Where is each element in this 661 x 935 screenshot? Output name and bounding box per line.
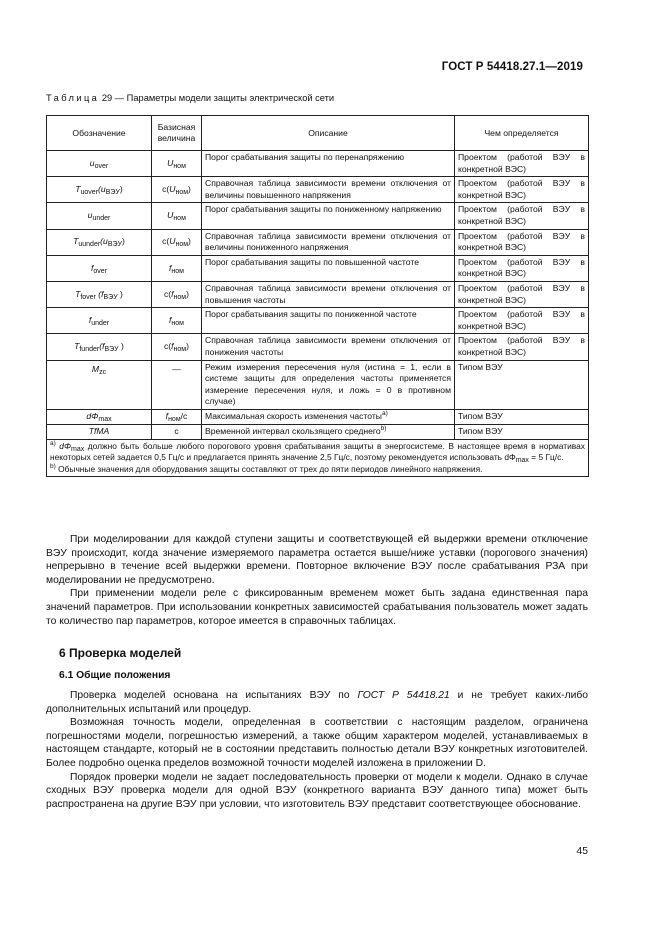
table-footnotes-row bbox=[47, 439, 589, 476]
determined-by-cell: Проектом (работой ВЭУ в конкретной ВЭС) bbox=[455, 281, 589, 307]
determined-by-cell: Типом ВЭУ bbox=[455, 360, 589, 409]
table-footnotes bbox=[47, 439, 589, 476]
paragraph-verification: Проверка моделей основана на испытаниях ВЭУ по ГОСТ Р 54418.21 и не требует каких-либо дополнительных испытаний или процедур. bbox=[46, 690, 588, 715]
description-cell: Режим измерения пересечения нуля (истина = 1, если в системе защиты для определения частоты применяется измерение пересечения нуля, и ложь = 0 в противном случае) bbox=[202, 360, 455, 409]
description-cell: Порог срабатывания защиты по пониженной частоте bbox=[202, 308, 455, 334]
table-row bbox=[47, 424, 589, 439]
base-cell: $U_{ном}$ bbox=[152, 203, 202, 229]
determined-by-cell: Проектом (работой ВЭУ в конкретной ВЭС) bbox=[455, 334, 589, 360]
description-cell: Справочная таблица зависимости времени отключения от величины повышенного напряжения bbox=[202, 177, 455, 203]
table-row bbox=[47, 151, 589, 177]
header-base: Базисная величина bbox=[152, 116, 202, 151]
table-row bbox=[47, 255, 589, 281]
header-description: Описание bbox=[202, 116, 455, 151]
determined-by-cell: Проектом (работой ВЭУ в конкретной ВЭС) bbox=[455, 177, 589, 203]
table-number: 29 bbox=[101, 93, 113, 103]
standard-reference: ГОСТ Р 54418.21 bbox=[357, 690, 450, 701]
table-caption-label: Таблица bbox=[46, 93, 100, 103]
base-cell: $U_{ном}$ bbox=[152, 151, 202, 177]
footnote-a: $^{a)}$ $d\Phi_{max}$ должно быть больше любого порогового уровня срабатывания защиты в энергосистеме. В настоящее время в нормативах некоторых сетей задается 0,5 Гц/с и предлагается принять значение 2,5 Гц/с, поэтому рекомендуется использовать $d\Phi_{max} = 5$ Гц/с. bbox=[50, 439, 585, 465]
base-cell: $f_{ном}$ bbox=[152, 255, 202, 281]
determined-by-cell: Типом ВЭУ bbox=[455, 424, 589, 439]
symbol-cell: $T_{uover}(u_{ВЭУ})$ bbox=[47, 177, 152, 203]
base-cell: $f_{ном}/c$ bbox=[152, 409, 202, 424]
determined-by-cell: Проектом (работой ВЭУ в конкретной ВЭС) bbox=[455, 229, 589, 255]
description-cell: Справочная таблица зависимости времени отключения от повышения частоты bbox=[202, 281, 455, 307]
symbol-cell: $u_{over}$ bbox=[47, 151, 152, 177]
base-cell: — bbox=[152, 360, 202, 409]
base-cell: c bbox=[152, 424, 202, 439]
determined-by-cell: Проектом (работой ВЭУ в конкретной ВЭС) bbox=[455, 203, 589, 229]
table-row bbox=[47, 334, 589, 360]
base-cell: $c(f_{ном})$ bbox=[152, 281, 202, 307]
page-number: 45 bbox=[576, 846, 588, 857]
symbol-cell: $T_{uunder}(u_{ВЭУ})$ bbox=[47, 229, 152, 255]
table-header-row bbox=[47, 116, 589, 151]
table-row bbox=[47, 229, 589, 255]
table-caption-title: — Параметры модели защиты электрической сети bbox=[112, 93, 335, 103]
subsection-heading: 6.1 Общие положения bbox=[59, 670, 171, 681]
table-row bbox=[47, 308, 589, 334]
paragraph-timing: При моделировании для каждой ступени защиты и соответствующей ей выдержки времени отключение ВЭУ происходит, когда значение измеряемого параметра остается выше/ниже уставки (порогового значения) непрерывно в течение всей выдержки времени. Повторное включение ВЭУ после срабатывания РЗА при моделировании не предусмотрено. bbox=[46, 534, 588, 586]
symbol-cell: $f_{under}$ bbox=[47, 308, 152, 334]
base-cell: $c(U_{ном})$ bbox=[152, 229, 202, 255]
description-cell: Справочная таблица зависимости времени отключения от понижения частоты bbox=[202, 334, 455, 360]
table-row bbox=[47, 281, 589, 307]
determined-by-cell: Проектом (работой ВЭУ в конкретной ВЭС) bbox=[455, 308, 589, 334]
description-cell: Справочная таблица зависимости времени отключения от величины пониженного напряжения bbox=[202, 229, 455, 255]
section6-body bbox=[46, 689, 588, 811]
symbol-cell: $f_{over}$ bbox=[47, 255, 152, 281]
symbol-cell: $T_{fover}$ ($f_{ВЭУ}$ ) bbox=[47, 281, 152, 307]
symbol-cell: TfMA bbox=[47, 424, 152, 439]
table-caption bbox=[46, 93, 334, 103]
paragraph-order: Порядок проверки модели не задает последовательность проверки от модели к модели. Однако в случае сходных ВЭУ проверка модели для одной ВЭУ (конкретного варианта ВЭУ данного типа) может быть распространена на другие ВЭУ при условии, что изготовитель ВЭУ представит соответствующее обоснование. bbox=[46, 771, 588, 810]
paragraph-accuracy: Возможная точность модели, определенная в соответствии с настоящим разделом, ограничена погрешностями модели, погрешностью измерений, а также общим характером моделей, устанавливаемых в настоящем стандарте, который не в состоянии представить полностью детали ВЭУ конкретных изготовителей. Более подробно оценка пределов возможной точности моделей изложена в приложении D. bbox=[46, 717, 588, 769]
base-cell: $f_{ном}$ bbox=[152, 308, 202, 334]
determined-by-cell: Проектом (работой ВЭУ в конкретной ВЭС) bbox=[455, 255, 589, 281]
document-code: ГОСТ Р 54418.27.1—2019 bbox=[441, 61, 583, 73]
header-symbol: Обозначение bbox=[47, 116, 152, 151]
footnote-b: $^{b)}$ Обычные значения для оборудования защиты составляют от трех до пяти периодов линейного напряжения. bbox=[50, 462, 483, 474]
table-row bbox=[47, 177, 589, 203]
base-cell: $c(U_{ном})$ bbox=[152, 177, 202, 203]
symbol-cell: $M_{zc}$ bbox=[47, 360, 152, 409]
header-determined-by: Чем определяется bbox=[455, 116, 589, 151]
description-cell: Порог срабатывания защиты по пониженному напряжению bbox=[202, 203, 455, 229]
determined-by-cell: Типом ВЭУ bbox=[455, 409, 589, 424]
table-row bbox=[47, 409, 589, 424]
determined-by-cell: Проектом (работой ВЭУ в конкретной ВЭС) bbox=[455, 151, 589, 177]
description-cell: Временной интервал скользящего среднего$^{b)}$ bbox=[202, 424, 455, 439]
symbol-cell: $d\Phi_{max}$ bbox=[47, 409, 152, 424]
table-row bbox=[47, 203, 589, 229]
table-row bbox=[47, 360, 589, 409]
paragraph-relay: При применении модели реле с фиксированным временем может быть задана единственная пара значений параметров. При использовании конкретных зависимостей срабатывания пользователь может задать то количество пар параметров, которое имеется в справочных таблицах. bbox=[46, 588, 588, 627]
symbol-cell: $u_{under}$ bbox=[47, 203, 152, 229]
base-cell: $c(f_{ном})$ bbox=[152, 334, 202, 360]
paragraphs-block bbox=[46, 533, 588, 628]
section-heading: 6 Проверка моделей bbox=[59, 646, 182, 660]
parameters-table bbox=[46, 115, 589, 477]
symbol-cell: $T_{funder}(f_{ВЭУ}$ ) bbox=[47, 334, 152, 360]
description-cell: Порог срабатывания защиты по перенапряжению bbox=[202, 151, 455, 177]
description-cell: Максимальная скорость изменения частоты$^{a)}$ bbox=[202, 409, 455, 424]
description-cell: Порог срабатывания защиты по повышенной частоте bbox=[202, 255, 455, 281]
